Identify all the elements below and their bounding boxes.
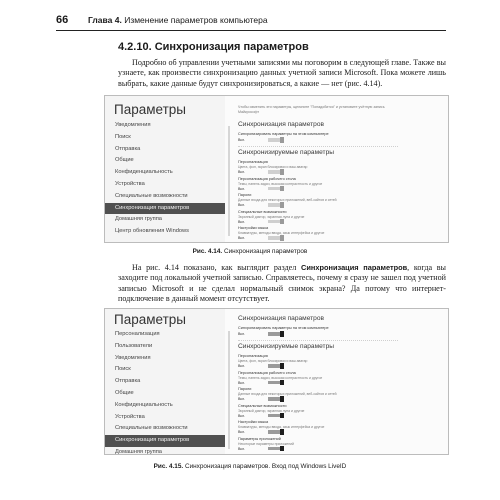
sync-master-state: Вкл.: [238, 138, 246, 142]
sync-item-toggle[interactable]: [268, 447, 284, 451]
sync-item-description: Клавиатуры, методы ввода, язык интерфейса и другое: [238, 231, 325, 235]
chapter-label: Глава 4.: [88, 15, 122, 25]
section-title: 4.2.10. Синхронизация параметров: [118, 41, 309, 53]
sync-item-toggle[interactable]: [268, 187, 284, 191]
sync-item-toggle[interactable]: [268, 203, 284, 207]
nav-item[interactable]: Уведомления: [115, 122, 151, 128]
sync-master-label: Синхронизировать параметры на этом компьютере: [238, 326, 329, 330]
sync-item-toggle[interactable]: [268, 430, 284, 434]
settings-sidebar: [105, 96, 225, 242]
sync-item-state: Вкл.: [238, 364, 246, 368]
sync-item-description: Клавиатуры, методы ввода, язык интерфейса и другое: [238, 425, 325, 429]
nav-item[interactable]: Устройства: [115, 413, 145, 420]
sync-item-state: Вкл.: [238, 446, 246, 451]
sync-item-label: Пароли: [238, 387, 252, 391]
paragraph-2-start: На рис. 4.14 показано, как выглядит раздел: [132, 263, 301, 272]
nav-item[interactable]: Специальные возможности: [115, 192, 188, 199]
nav-item[interactable]: Поиск: [115, 366, 131, 373]
nav-item[interactable]: Отправка: [115, 378, 141, 385]
sync-item-state: Вкл.: [238, 413, 246, 418]
sync-item-label: Настройки языка: [238, 420, 269, 424]
figure-2-number: Рис. 4.15.: [153, 463, 184, 470]
sync-item-description: Экранный диктор, экранная лупа и другие: [238, 408, 305, 413]
sync-item-description: Темы, панель задач, высокая контрастность и другое: [238, 181, 323, 186]
nav-item[interactable]: Синхронизация параметров: [105, 203, 225, 215]
page-number: 66: [56, 14, 69, 26]
sync-heading: Синхронизация параметров: [238, 121, 325, 128]
running-header: [56, 14, 446, 31]
settings-nav: [105, 120, 225, 238]
sync-item-toggle[interactable]: [268, 170, 284, 174]
figure-1-caption: [0, 248, 500, 255]
app-title: Параметры: [114, 102, 186, 117]
paragraph-2-end: , когда вы заходите под локальной учетной записью. Справляетесь, почему я сразу не зашел под учетной записью Microsoft и не сделал нормальный снимок экрана? Да потому что интернет-подключение в данный момент отсутствует.: [118, 263, 446, 304]
sync-item-label: Персонализация: [238, 354, 268, 358]
sync-item-description: Данные входа для некоторых приложений, веб-сайтов и сетей: [238, 392, 337, 396]
screenshot-figure-1: [104, 95, 449, 243]
nav-item[interactable]: Домашняя группа: [115, 448, 162, 455]
sync-item-toggle[interactable]: [268, 397, 284, 401]
sync-item-state: Вкл.: [238, 430, 246, 434]
nav-item[interactable]: Центр обновления Windows: [115, 228, 190, 235]
sync-item-state: Вкл.: [238, 219, 246, 224]
nav-item[interactable]: Общие: [115, 389, 134, 396]
sync-item-state: Вкл.: [238, 380, 246, 385]
nav-item[interactable]: Синхронизация параметров: [105, 435, 225, 447]
sync-item-state: Вкл.: [238, 397, 246, 401]
synced-settings-heading: Синхронизируемые параметры: [238, 343, 334, 350]
sync-master-state: Вкл.: [238, 332, 246, 336]
divider: [238, 340, 398, 341]
sync-item-toggle[interactable]: [268, 414, 284, 418]
sync-item-label: Параметры приложений: [238, 436, 281, 441]
sync-item-label: Персонализация рабочего стола: [238, 370, 296, 375]
settings-nav: [105, 329, 225, 455]
sync-master-label: Синхронизировать параметры на этом компьютере: [238, 132, 329, 136]
sync-master-toggle[interactable]: [268, 332, 284, 336]
sync-item-toggle[interactable]: [268, 381, 284, 385]
sync-item-description: Данные входа для некоторых приложений, веб-сайтов и сетей: [238, 198, 337, 202]
divider: [238, 146, 398, 147]
sync-item-label: Персонализация: [238, 160, 268, 164]
sync-item-toggle[interactable]: [268, 364, 284, 368]
nav-item[interactable]: Персонализация: [115, 331, 160, 337]
synced-settings-heading: Синхронизируемые параметры: [238, 149, 334, 156]
sync-item-state: Вкл.: [238, 236, 246, 240]
settings-pane: [238, 96, 440, 242]
nav-item[interactable]: Конфиденциальность: [115, 401, 173, 408]
nav-item[interactable]: Пользователи: [115, 342, 153, 349]
nav-item[interactable]: Устройства: [115, 180, 145, 187]
screenshot-figure-2: [104, 308, 449, 455]
app-title: Параметры: [114, 312, 186, 327]
sync-item-label: Настройки языка: [238, 226, 269, 230]
sync-item-state: Вкл.: [238, 203, 246, 207]
sync-heading: Синхронизация параметров: [238, 315, 325, 322]
figure-2-caption: [0, 463, 500, 470]
sync-master-toggle[interactable]: [268, 138, 284, 142]
sync-item-description: Цвета, фон, экран блокировки и ваш аватар: [238, 165, 308, 169]
paragraph-1: Подробно об управлении учетными записями мы поговорим в следующей главе. Также вы узнаете, как произвести синхронизацию данных учетной записи Microsoft. Пока можете лишь выбрать, какие данные будут синхронизироваться, а какие — нет (рис. 4.14).: [118, 58, 446, 88]
figure-2-title: Синхронизация параметров. Вход под Windows LiveID: [184, 463, 347, 470]
scrollbar[interactable]: [228, 331, 230, 449]
nav-item[interactable]: Общие: [115, 157, 134, 164]
sync-item-description: Экранный диктор, экранная лупа и другие: [238, 214, 305, 219]
sync-item-toggle[interactable]: [268, 236, 284, 240]
sync-item-description: Цвета, фон, экран блокировки и ваш аватар: [238, 359, 308, 363]
sync-item-description: Темы, панель задач, высокая контрастность и другое: [238, 375, 323, 380]
settings-pane: [238, 309, 440, 454]
nav-item[interactable]: Специальные возможности: [115, 425, 188, 432]
paragraph-2: [118, 263, 446, 305]
sync-item-state: Вкл.: [238, 186, 246, 191]
scrollbar[interactable]: [228, 126, 230, 236]
paragraph-2-term: Синхронизация параметров: [301, 263, 408, 272]
sync-item-state: Вкл.: [238, 170, 246, 174]
chapter-name: Изменение параметров компьютера: [124, 15, 268, 25]
nav-item[interactable]: Конфиденциальность: [115, 169, 173, 176]
info-note: Чтобы изменить эти параметры, щелкните "Понадобится" и установите учётную запись Майкрософт: [238, 105, 385, 114]
sync-item-label: Специальные возможности: [238, 403, 287, 408]
sync-item-toggle[interactable]: [268, 220, 284, 224]
nav-item[interactable]: Поиск: [115, 133, 131, 140]
sync-item-description: Некоторые параметры приложений: [238, 441, 294, 446]
nav-item[interactable]: Отправка: [115, 145, 141, 152]
sync-item-label: Пароли: [238, 193, 252, 197]
chapter-title: [88, 15, 268, 25]
nav-item[interactable]: Домашняя группа: [115, 216, 162, 223]
settings-sidebar: [105, 309, 225, 454]
figure-1-title: Синхронизация параметров: [223, 248, 308, 255]
figure-1-number: Рис. 4.14.: [192, 248, 223, 255]
sync-item-label: Специальные возможности: [238, 209, 287, 214]
sync-item-label: Персонализация рабочего стола: [238, 176, 296, 181]
nav-item[interactable]: Уведомления: [115, 354, 151, 361]
